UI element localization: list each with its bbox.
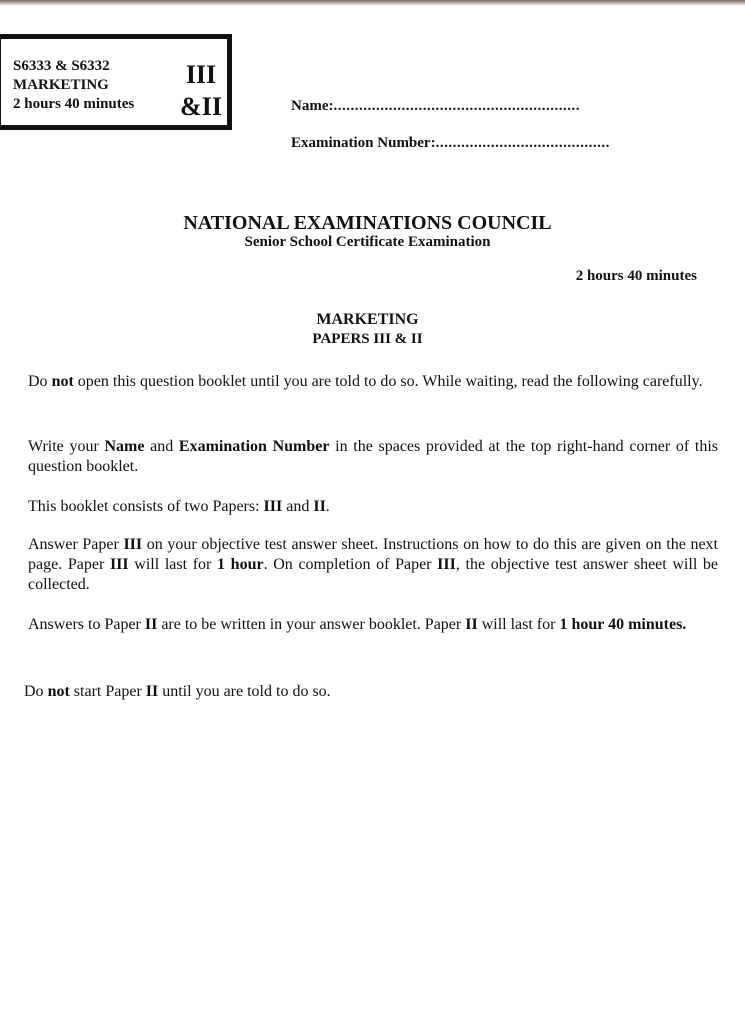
paper-subject: MARKETING (13, 77, 109, 93)
instruction-6: Do not start Paper II until you are told to do so. (24, 683, 331, 700)
paper-number-top: III (185, 60, 217, 89)
papers-title: PAPERS III & II (312, 331, 423, 347)
name-dots: .......................................................... (333, 98, 580, 114)
name-field[interactable] (291, 98, 580, 115)
paper-info-text (13, 57, 134, 114)
instruction-1: Do not open this question booklet until you are told to do so. While waiting, read the following carefully. (28, 373, 703, 390)
exam-type: Senior School Certificate Examination (244, 234, 491, 250)
instruction-2: Write your Name and Examination Number in the spaces provided at the top right-hand corner of this question booklet. (28, 438, 719, 475)
instruction-5: Answers to Paper II are to be written in your answer booklet. Paper II will last for 1 hour 40 minutes. (28, 616, 687, 633)
exam-number-field[interactable] (291, 135, 610, 152)
subject-title: MARKETING (316, 311, 419, 328)
instruction-3: This booklet consists of two Papers: III and II. (28, 498, 330, 515)
council-title: NATIONAL EXAMINATIONS COUNCIL (183, 212, 552, 234)
name-label: Name: (291, 98, 334, 114)
paper-number-bottom: &II (180, 92, 222, 121)
paper-codes: S6333 & S6332 (13, 58, 110, 74)
paper-numbers (173, 59, 229, 123)
paper-info-box (0, 34, 232, 130)
exam-duration: 2 hours 40 minutes (575, 268, 697, 284)
paper-duration: 2 hours 40 minutes (13, 96, 135, 112)
exam-number-dots: ......................................... (435, 135, 610, 151)
exam-number-label: Examination Number: (291, 135, 436, 151)
instruction-4: Answer Paper III on your objective test answer sheet. Instructions on how to do this are given on the next page. Paper III will last for 1 hour. On completion of Paper III, the objective test answer sheet will be collected. (28, 536, 719, 593)
scan-edge (0, 0, 745, 6)
